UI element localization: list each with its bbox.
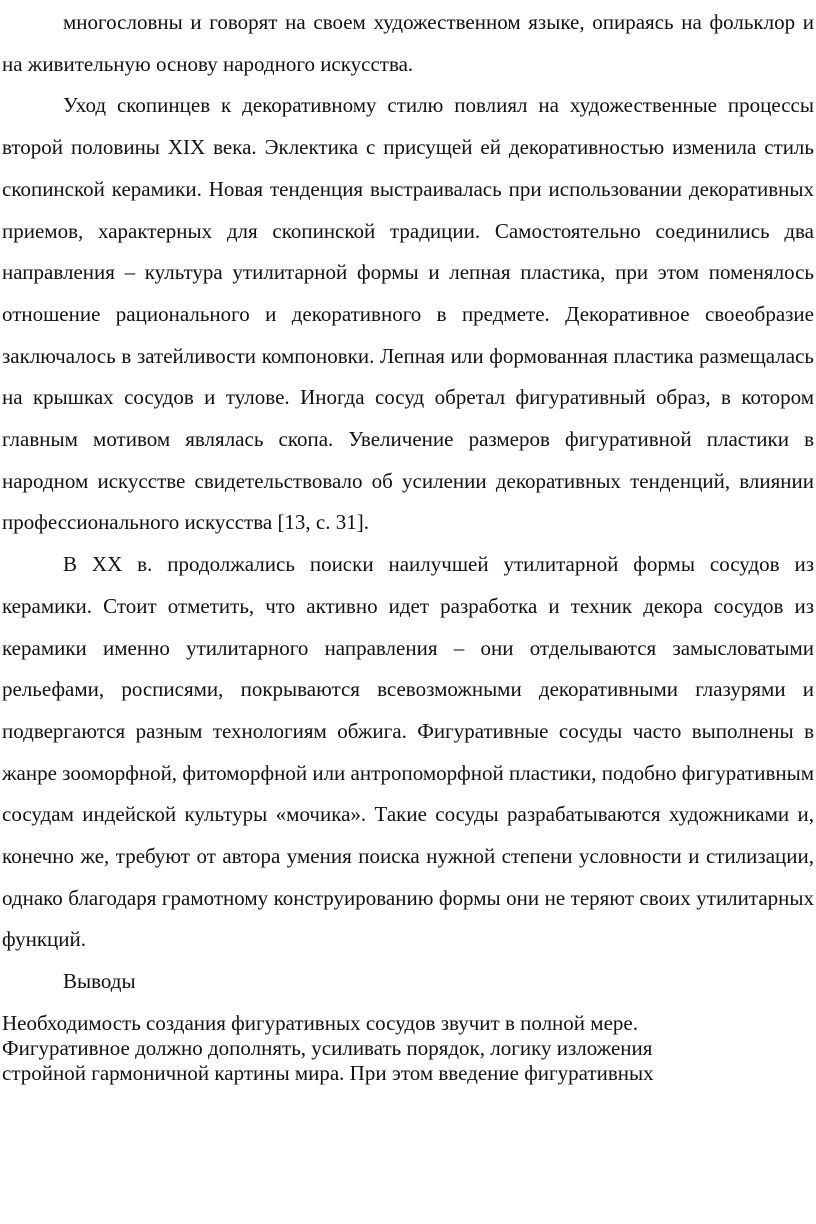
conclusion-line: стройной гармоничной картины мира. При этом введение фигуративных bbox=[2, 1060, 654, 1085]
conclusion-line: Необходимость создания фигуративных сосудов звучит в полной мере. bbox=[2, 1010, 638, 1035]
paragraph-decorative-style: Уход скопинцев к декоративному стилю повлиял на художественные процессы второй половины XIX века. Эклектика с присущей ей декоративностью изменила стиль скопинской керамики. Новая тенденция выстраивалась при использовании декоративных приемов, характерных для скопинской традиции. Самостоятельно соединились два направления – культура утилитарной формы и лепная пластика, при этом поменялось отношение рационального и декоративного в предмете. Декоративное своеобразие заключалось в затейливости компоновки. Лепная или формованная пластика размещалась на крышках сосудов и тулове. Иногда сосуд обретал фигуративный образ, в котором главным мотивом являлась скопа. Увеличение размеров фигуративной пластики в народном искусстве свидетельствовало об усилении декоративных тенденций, влиянии профессионального искусства [13, с. 31]. bbox=[2, 93, 814, 535]
paragraph-continuation: многословны и говорят на своем художественном языке, опираясь на фольклор и на живительную основу народного искусства. bbox=[2, 10, 814, 76]
conclusion-text bbox=[2, 1011, 814, 1086]
paragraph-twentieth-century: В XX в. продолжались поиски наилучшей утилитарной формы сосудов из керамики. Стоит отметить, что активно идет разработка и техник декора сосудов из керамики именно утилитарного направления – они отделываются замысловатыми рельефами, росписями, покрываются всевозможными декоративными глазурями и подвергаются разным технологиям обжига. Фигуративные сосуды часто выполнены в жанре зооморфной, фитоморфной или антропоморфной пластики, подобно фигуративным сосудам индейской культуры «мочика». Такие сосуды разрабатываются художниками и, конечно же, требуют от автора умения поиска нужной степени условности и стилизации, однако благодаря грамотному конструированию формы они не теряют своих утилитарных функций. bbox=[2, 552, 814, 952]
conclusion-line: Фигуративное должно дополнять, усиливать порядок, логику изложения bbox=[2, 1035, 653, 1060]
section-heading-conclusions: Выводы bbox=[63, 969, 136, 994]
